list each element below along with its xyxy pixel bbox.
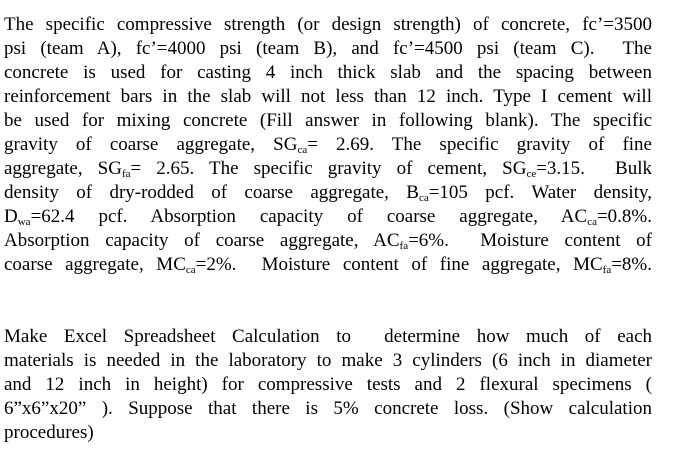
task-text-line: and 12 inch in height) for compressive tests and 2 flexural specimens (	[4, 374, 652, 395]
task-text-line: 6”x6”x20” ). Suppose that there is 5% concrete loss. (Show calculation	[4, 398, 652, 419]
subscript: wa	[17, 216, 31, 228]
problem-text-line: coarse aggregate, $MC_{ca}=2\%$. Moisture content of fine aggregate, $MC_{fa}=8\%$.	[4, 254, 652, 276]
subscript: fa	[121, 168, 131, 180]
problem-text-line: $D_{wa}=62.4$ pcf. Absorption capacity of coarse aggregate, $AC_{ca}=0.8\%$.	[4, 206, 652, 228]
subscript: ca	[185, 264, 196, 276]
problem-text-line: The specific compressive strength (or design strength) of concrete, fc’=3500	[4, 14, 652, 35]
subscript: fa	[602, 264, 612, 276]
subscript: ce	[526, 168, 537, 180]
subscript: ca	[418, 192, 429, 204]
subscript: ca	[297, 144, 308, 156]
task-text-line: Make Excel Spreadsheet Calculation to determine how much of each	[4, 326, 652, 347]
task-text-line: materials is needed in the laboratory to make 3 cylinders (6 inch in diameter	[4, 350, 652, 371]
problem-text-line: psi (team A), fc’=4000 psi (team B), and fc’=4500 psi (team C). The	[4, 38, 652, 59]
problem-text-line: density of dry-rodded of coarse aggregate, $B_{ca}=105$ pcf. Water density,	[4, 182, 652, 204]
task-text-line: procedures)	[4, 422, 94, 443]
problem-text-line: aggregate, $SG_{fa}= 2.65$. The specific gravity of cement, $SG_{ce}=3.15$. Bulk	[4, 158, 652, 180]
subscript: fa	[399, 240, 409, 252]
problem-text-line: gravity of coarse aggregate, $SG_{ca}= 2.69$. The specific gravity of fine	[4, 134, 652, 156]
subscript: ca	[587, 216, 597, 228]
problem-text-line: Absorption capacity of coarse aggregate, $AC_{fa}=6\%$. Moisture content of	[4, 230, 652, 252]
problem-text-line: be used for mixing concrete (Fill answer in following blank). The specific	[4, 110, 652, 131]
problem-text-line: concrete is used for casting 4 inch thick slab and the spacing between	[4, 62, 652, 83]
problem-text-line: reinforcement bars in the slab will not less than 12 inch. Type I cement will	[4, 86, 652, 107]
